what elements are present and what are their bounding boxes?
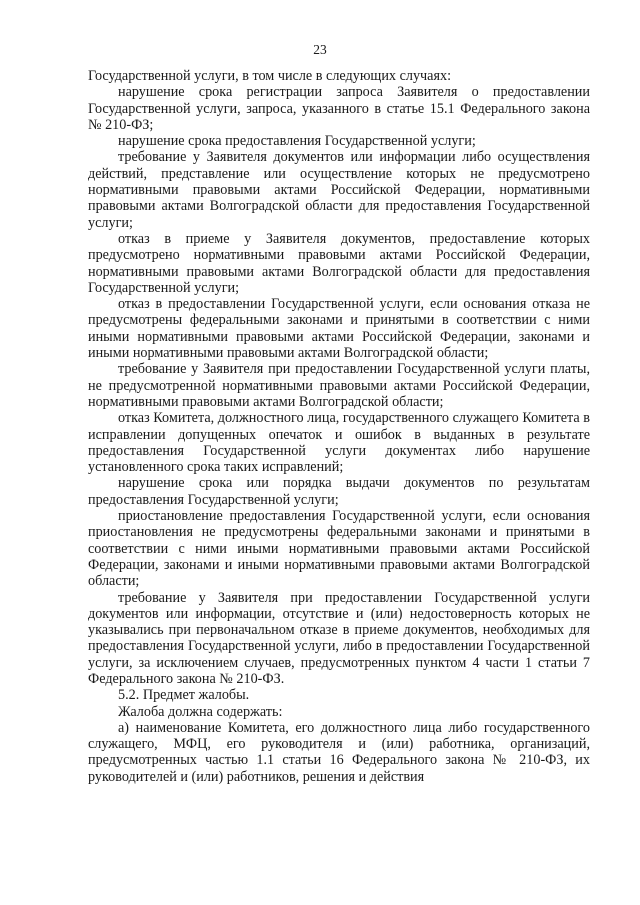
paragraph-document-requirement: требование у Заявителя документов или информации либо осуществления действий, представление или осуществление которых не предусмотрено нормативными правовыми актами Российской Федерации, нормативными правовыми актами Волгоградской области для предоставления Государственной услуги;	[88, 149, 590, 231]
paragraph-issuance-violation: нарушение срока или порядка выдачи документов по результатам предоставления Государственной услуги;	[88, 475, 590, 508]
paragraph-item-a: а) наименование Комитета, его должностного лица либо государственного служащего, МФЦ, его руководителя и (или) работника, организаций, предусмотренных частью 1.1 статьи 16 Федерального закона № 210-ФЗ, их руководителей и (или) работников, решения и действия	[88, 719, 590, 785]
paragraph-intake-refusal: отказ в приеме у Заявителя документов, предоставление которых предусмотрено нормативными правовыми актами Российской Федерации, нормативными правовыми актами Волгоградской области для предоставления Государственной услуги;	[88, 230, 590, 296]
paragraph-correction-refusal: отказ Комитета, должностного лица, государственного служащего Комитета в исправлении допущенных опечаток и ошибок в выданных в результате предоставления Государственной услуги документах либо нарушение установленного срока таких исправлений;	[88, 410, 590, 476]
page-number: 23	[313, 42, 327, 57]
paragraph-suspension: приостановление предоставления Государственной услуги, если основания приостановления не предусмотрены федеральными законами и принятыми в соответствии с ними иными нормативными правовыми актами Российской Федерации, законами и иными нормативными правовыми актами Волгоградской области;	[88, 508, 590, 590]
section-heading-complaint-subject: 5.2. Предмет жалобы.	[118, 687, 250, 704]
paragraph-intro: Государственной услуги, в том числе в следующих случаях:	[88, 68, 452, 84]
paragraph-service-refusal: отказ в предоставлении Государственной услуги, если основания отказа не предусмотрены федеральными законами и принятыми в соответствии с ними иными нормативными правовыми актами Российской Федерации, законами и иными нормативными правовыми актами Волгоградской области;	[88, 296, 590, 362]
paragraph-fee-requirement: требование у Заявителя при предоставлении Государственной услуги платы, не предусмотренной нормативными правовыми актами Российской Федерации, нормативными правовыми актами Волгоградской области;	[88, 361, 590, 410]
paragraph-registration-violation: нарушение срока регистрации запроса Заявителя о предоставлении Государственной услуги, запроса, указанного в статье 15.1 Федерального закона № 210-ФЗ;	[88, 84, 590, 133]
paragraph-additional-documents: требование у Заявителя при предоставлении Государственной услуги документов или информации, отсутствие и (или) недостоверность которых не указывались при первоначальном отказе в приеме документов, необходимых для предоставления Государственной услуги, либо в предоставлении Государственной услуги, за исключением случаев, предусмотренных пунктом 4 части 1 статьи 7 Федерального закона № 210-ФЗ.	[88, 589, 590, 687]
paragraph-term-violation: нарушение срока предоставления Государственной услуги;	[118, 133, 476, 150]
document-body	[88, 68, 590, 785]
paragraph-complaint-contents: Жалоба должна содержать:	[118, 703, 283, 720]
